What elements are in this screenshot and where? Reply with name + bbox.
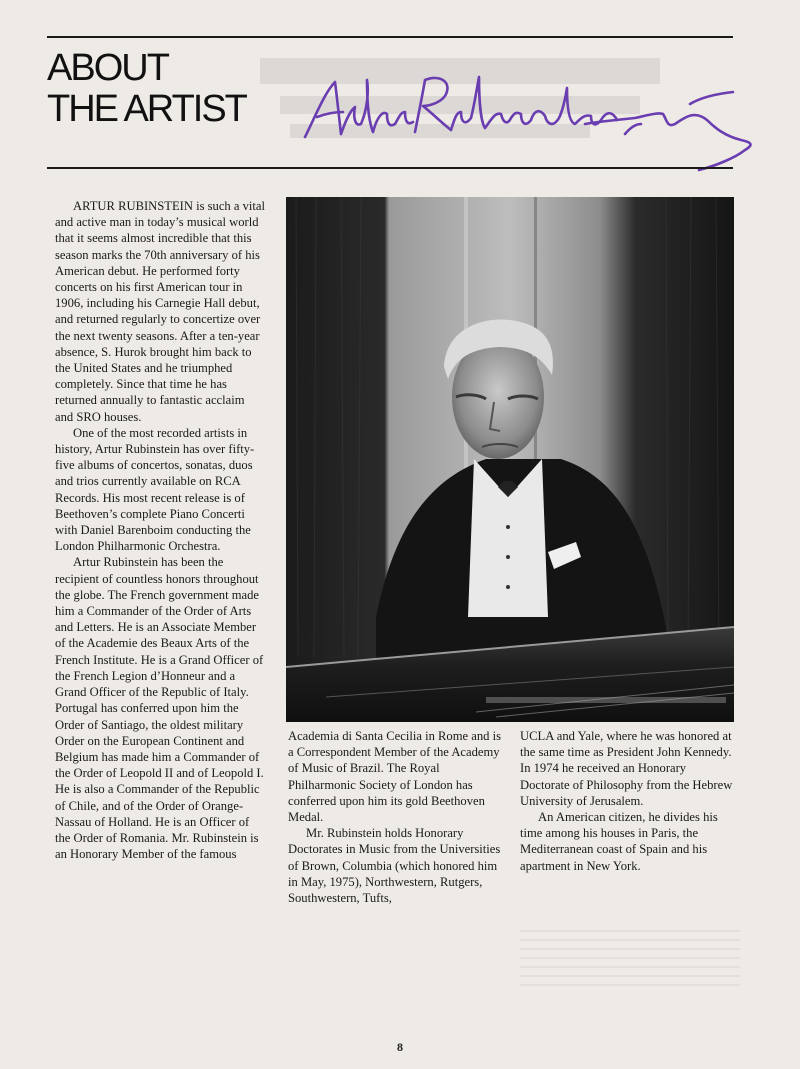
top-rule [47,36,733,38]
title-line-1: ABOUT [47,47,168,89]
artist-photo [286,197,734,722]
bottom-rule [47,167,733,169]
text-column-2 [288,728,508,906]
show-through-block [520,930,740,990]
text-column-3 [520,728,734,874]
paragraph: Artur Rubinstein has been the recipient of countless honors throughout the globe. The French government made him a Commander of the Order of Arts and Letters. He is an Associate Member of the Academie des Beaux Arts of the French Institute. He is a Grand Officer of the French Legion d’Honneur and a Grand Officer of the Republic of Italy. Portugal has conferred upon him the Order of Santiago, the oldest military Order on the European Continent and Belgium has made him a Commander of the Order of Leopold II and of Leopold I. He is also a Commander of the Republic of Chile, and of the Order of Orange-Nassau of Holland. He is an Officer of the Order of Romania. Mr. Rubinstein is an Honorary Member of the famous [55,555,264,862]
paragraph: UCLA and Yale, where he was honored at the same time as President John Kennedy. In 1974 he received an Honorary Doctorate of Philosophy from the Hebrew University of Jerusalem. [520,729,733,808]
page-number: 8 [397,1040,403,1054]
paragraph: One of the most recorded artists in history, Artur Rubinstein has over fifty-five albums of concertos, sonatas, duos and trios currently available on RCA Records. His most recent release is of Beethoven’s complete Piano Concerti with Daniel Barenboim conducting the London Philharmonic Orchestra. [55,425,255,554]
autograph-signature [295,62,755,182]
paragraph: Mr. Rubinstein holds Honorary Doctorates in Music from the Universities of Brown, Columbia (which honored him in May, 1975), Northwestern, Rutgers, Southwestern, Tufts, [288,826,501,906]
piano-photo-illustration [286,197,734,722]
paragraph: Academia di Santa Cecilia in Rome and is a Correspondent Member of the Academy of Music of Brazil. The Royal Philharmonic Society of London has conferred upon him its gold Beethoven Medal. [288,729,501,825]
paragraph: ARTUR RUBINSTEIN is such a vital and active man in today’s musical world that it seems almost incredible that this season marks the 70th anniversary of his American debut. He performed forty concerts on his first American tour in 1906, including his Carnegie Hall debut, and returned regularly to concertize over the next twenty seasons. After a ten-year absence, S. Hurok brought him back to the United States and he triumphed completely. Since that time he has returned annually to fantastic acclaim and SRO houses. [55,199,265,424]
paragraph: An American citizen, he divides his time among his houses in Paris, the Mediterranean coast of Spain and his apartment in New York. [520,810,718,873]
page-title [47,48,246,130]
title-line-2: THE ARTIST [47,88,246,130]
text-column-1 [55,198,265,862]
